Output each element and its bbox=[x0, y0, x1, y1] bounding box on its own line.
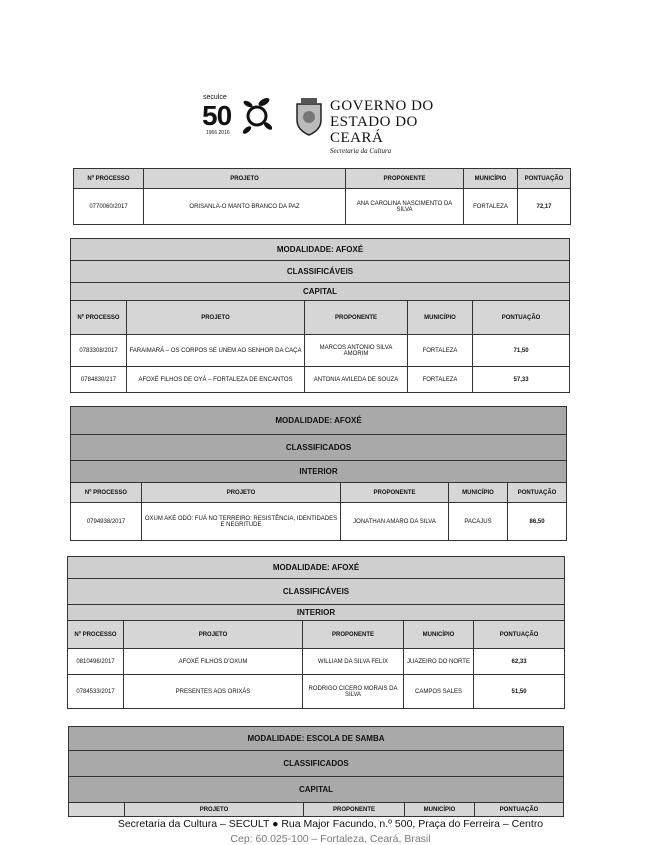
col-projeto: PROJETO bbox=[127, 301, 305, 335]
results-table-3 bbox=[67, 556, 565, 709]
table-header-row bbox=[71, 301, 570, 335]
results-table-4 bbox=[68, 726, 564, 817]
cell-proponente: MARCOS ANTONIO SILVA AMORIM bbox=[305, 335, 408, 367]
col-processo: Nº PROCESSO bbox=[74, 169, 144, 189]
government-title bbox=[330, 98, 460, 155]
status-row bbox=[71, 261, 570, 283]
gov-line-1: GOVERNO DO bbox=[330, 98, 434, 114]
region-label: INTERIOR bbox=[68, 605, 565, 621]
col-processo bbox=[69, 803, 125, 817]
table-header-row bbox=[68, 621, 565, 649]
letterhead bbox=[200, 92, 460, 155]
col-projeto: PROJETO bbox=[144, 169, 346, 189]
col-municipio: MUNICÍPIO bbox=[449, 483, 508, 503]
cell-projeto: AFOXÉ FILHOS DE OYÁ – FORTALEZA DE ENCANTOS bbox=[127, 367, 305, 393]
table-header-row bbox=[69, 803, 564, 817]
cell-municipio: FORTALEZA bbox=[464, 189, 518, 225]
modalidade-label: MODALIDADE: ESCOLA DE SAMBA bbox=[69, 727, 564, 751]
modalidade-label: MODALIDADE: AFOXÉ bbox=[71, 239, 570, 261]
status-row bbox=[71, 435, 567, 461]
cell-municipio: CAMPOS SALES bbox=[404, 675, 474, 709]
col-proponente: PROPONENTE bbox=[305, 301, 408, 335]
cell-pontuacao: 86,50 bbox=[508, 503, 567, 541]
cell-projeto: OXUM AKÉ ODÓ: FUÁ NO TERREIRO: RESISTÊNCIA, IDENTIDADES E NEGRITUDE bbox=[142, 503, 341, 541]
col-proponente: PROPONENTE bbox=[341, 483, 449, 503]
modalidade-row bbox=[71, 407, 567, 435]
col-projeto: PROJETO bbox=[142, 483, 341, 503]
col-pontuacao: PONTUAÇÃO bbox=[474, 621, 565, 649]
col-projeto: PROJETO bbox=[125, 803, 304, 817]
cell-municipio: JUAZEIRO DO NORTE bbox=[404, 649, 474, 675]
col-pontuacao: PONTUAÇÃO bbox=[475, 803, 564, 817]
col-pontuacao: PONTUAÇÃO bbox=[518, 169, 571, 189]
table-header-row bbox=[71, 483, 567, 503]
cell-proponente: ANA CAROLINA NASCIMENTO DA SILVA bbox=[346, 189, 464, 225]
modalidade-label: MODALIDADE: AFOXÉ bbox=[68, 557, 565, 579]
col-municipio: MUNICÍPIO bbox=[404, 621, 474, 649]
table-row bbox=[68, 649, 565, 675]
cell-pontuacao: 72,17 bbox=[518, 189, 571, 225]
col-processo: Nº PROCESSO bbox=[71, 483, 142, 503]
cell-pontuacao: 51,50 bbox=[474, 675, 565, 709]
col-municipio: MUNICÍPIO bbox=[405, 803, 475, 817]
status-label: CLASSIFICÁVEIS bbox=[68, 579, 565, 605]
modalidade-label: MODALIDADE: AFOXÉ bbox=[71, 407, 567, 435]
table-row bbox=[71, 503, 567, 541]
cell-processo: 0770060/2017 bbox=[74, 189, 144, 225]
gov-line-2: ESTADO DO CEARÁ bbox=[330, 114, 418, 146]
cell-municipio: FORTALEZA bbox=[408, 335, 473, 367]
col-projeto: PROJETO bbox=[124, 621, 303, 649]
table-header-row bbox=[74, 169, 571, 189]
cell-projeto: ORISANLA-O MANTO BRANCO DA PAZ bbox=[144, 189, 346, 225]
table-row bbox=[74, 189, 571, 225]
cell-projeto: AFOXÉ FILHOS D'OXUM bbox=[124, 649, 303, 675]
region-label: INTERIOR bbox=[71, 461, 567, 483]
table-row bbox=[68, 675, 565, 709]
cell-projeto: FARAIMARÁ – OS CORPOS SE UNEM AO SENHOR DA CAÇA bbox=[127, 335, 305, 367]
status-label: CLASSIFICADOS bbox=[69, 751, 564, 777]
modalidade-row bbox=[71, 239, 570, 261]
col-processo: Nº PROCESSO bbox=[71, 301, 127, 335]
cell-proponente: ANTONIA AVILEDA DE SOUZA bbox=[305, 367, 408, 393]
results-table-1 bbox=[70, 238, 570, 393]
footer-address: Secretaria da Cultura – SECULT ● Rua Major Facundo, n.º 500, Praça do Ferreira – Centro bbox=[117, 818, 544, 830]
col-processo: Nº PROCESSO bbox=[68, 621, 124, 649]
cell-processo: 0784533/2017 bbox=[68, 675, 124, 709]
results-table-0 bbox=[73, 168, 571, 225]
status-label: CLASSIFICADOS bbox=[71, 435, 567, 461]
table-row bbox=[71, 335, 570, 367]
results-table-2 bbox=[70, 406, 567, 541]
logo-years-text: 1966 2016 bbox=[206, 130, 230, 136]
col-proponente: PROPONENTE bbox=[304, 803, 405, 817]
region-label: CAPITAL bbox=[71, 283, 570, 301]
modalidade-row bbox=[69, 727, 564, 751]
region-row bbox=[71, 461, 567, 483]
status-label: CLASSIFICÁVEIS bbox=[71, 261, 570, 283]
cell-proponente: JONATHAN AMARO DA SILVA bbox=[341, 503, 449, 541]
region-label: CAPITAL bbox=[69, 777, 564, 803]
cell-pontuacao: 57,33 bbox=[473, 367, 570, 393]
region-row bbox=[71, 283, 570, 301]
col-proponente: PROPONENTE bbox=[303, 621, 404, 649]
cell-processo: 0784830/217 bbox=[71, 367, 127, 393]
status-row bbox=[69, 751, 564, 777]
state-crest-icon bbox=[292, 96, 326, 136]
footer-cep: Cep: 60.025-100 – Fortaleza, Ceará, Brasil bbox=[230, 833, 431, 845]
cell-pontuacao: 62,33 bbox=[474, 649, 565, 675]
gov-line-3: Secretaria da Cultura bbox=[330, 147, 392, 155]
region-row bbox=[68, 605, 565, 621]
modalidade-row bbox=[68, 557, 565, 579]
secult-50-logo bbox=[200, 92, 270, 140]
cell-projeto: PRESENTES AOS ORIXÁS bbox=[124, 675, 303, 709]
cell-processo: 0810496/2017 bbox=[68, 649, 124, 675]
col-municipio: MUNICÍPIO bbox=[464, 169, 518, 189]
status-row bbox=[68, 579, 565, 605]
cell-proponente: WILLIAM DA SILVA FELIX bbox=[303, 649, 404, 675]
cell-processo: 0783308/2017 bbox=[71, 335, 127, 367]
col-pontuacao: PONTUAÇÃO bbox=[473, 301, 570, 335]
col-proponente: PROPONENTE bbox=[346, 169, 464, 189]
col-municipio: MUNICÍPIO bbox=[408, 301, 473, 335]
cell-processo: 0794938/2017 bbox=[71, 503, 142, 541]
logo-small-text: seculce bbox=[203, 94, 227, 101]
cell-municipio: PACAJUS bbox=[449, 503, 508, 541]
region-row bbox=[69, 777, 564, 803]
leaves-icon bbox=[242, 96, 272, 136]
table-row bbox=[71, 367, 570, 393]
cell-proponente: RODRIGO CICERO MORAIS DA SILVA bbox=[303, 675, 404, 709]
cell-pontuacao: 71,50 bbox=[473, 335, 570, 367]
logo-50-text: 50 bbox=[202, 100, 232, 131]
cell-municipio: FORTALEZA bbox=[408, 367, 473, 393]
col-pontuacao: PONTUAÇÃO bbox=[508, 483, 567, 503]
